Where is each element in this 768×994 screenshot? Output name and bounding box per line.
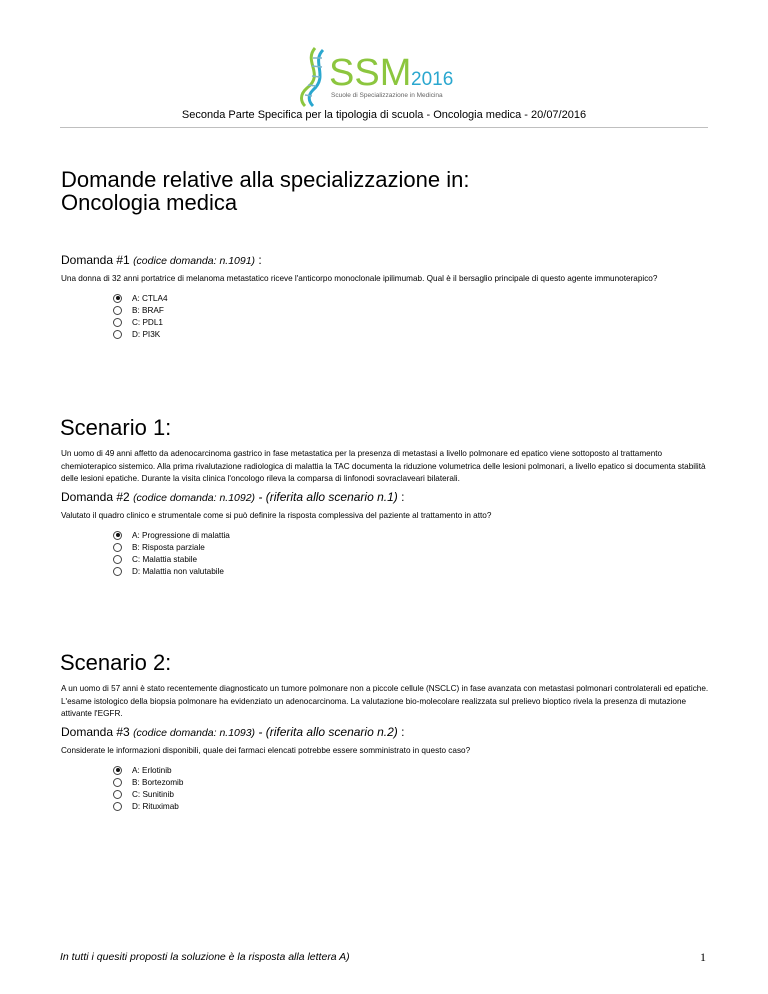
question-1-label: Domanda #1 xyxy=(61,253,130,267)
radio-icon[interactable] xyxy=(113,790,122,799)
logo-year: 2016 xyxy=(411,69,454,90)
question-3-suffix: : xyxy=(397,725,405,739)
question-2-suffix: : xyxy=(397,490,405,504)
option-row[interactable] xyxy=(113,764,183,776)
option-label: B: Bortezomib xyxy=(132,777,184,787)
option-label: D: Rituximab xyxy=(132,802,179,812)
logo-subtitle: Scuole di Specializzazione in Medicina xyxy=(331,92,443,99)
radio-icon[interactable] xyxy=(113,802,122,811)
option-label: C: Malattia stabile xyxy=(132,554,198,564)
option-label: C: PDL1 xyxy=(132,317,163,327)
radio-icon[interactable] xyxy=(113,306,122,315)
question-3-label: Domanda #3 xyxy=(61,725,130,739)
question-3-options xyxy=(113,764,183,813)
option-label: D: Malattia non valutabile xyxy=(132,567,224,577)
radio-icon[interactable] xyxy=(113,778,122,787)
dna-helix-icon xyxy=(285,40,485,110)
option-row[interactable] xyxy=(113,541,230,553)
page-title-line1: Domande relative alla specializzazione in: xyxy=(61,167,470,192)
question-1-options xyxy=(113,292,168,341)
page-number: 1 xyxy=(700,950,706,964)
scenario-1-title: Scenario 1: xyxy=(60,415,172,440)
option-row[interactable] xyxy=(113,776,183,788)
document-header: Seconda Parte Specifica per la tipologia di scuola - Oncologia medica - 20/07/2016 xyxy=(181,109,587,121)
question-2-heading xyxy=(61,490,404,504)
radio-icon[interactable] xyxy=(113,543,122,552)
option-label: A: Erlotinib xyxy=(132,765,172,775)
page-title-line2: Oncologia medica xyxy=(61,190,238,215)
question-1-heading xyxy=(61,253,262,267)
option-label: A: Progressione di malattia xyxy=(132,530,230,540)
radio-selected-icon[interactable] xyxy=(113,531,122,540)
page-title xyxy=(61,168,469,214)
question-2-code: (codice domanda: n.1092) xyxy=(133,492,256,504)
radio-selected-icon[interactable] xyxy=(113,294,122,303)
question-2-label: Domanda #2 xyxy=(61,490,130,504)
radio-icon[interactable] xyxy=(113,555,122,564)
option-label: A: CTLA4 xyxy=(132,293,168,303)
footer-note: In tutti i quesiti proposti la soluzione è la risposta alla lettera A) xyxy=(60,951,350,963)
question-3-ref: - (riferita allo scenario n.2) xyxy=(255,725,398,739)
header-divider xyxy=(60,127,708,128)
radio-icon[interactable] xyxy=(113,567,122,576)
option-label: C: Sunitinib xyxy=(132,789,174,799)
option-row[interactable] xyxy=(113,292,168,304)
option-row[interactable] xyxy=(113,316,168,328)
radio-icon[interactable] xyxy=(113,330,122,339)
question-1-text: Una donna di 32 anni portatrice di melanoma metastatico riceve l'anticorpo monoclonale ipilimumab. Qual è il bersaglio principale di questo agente immunoterapico? xyxy=(61,274,658,283)
option-row[interactable] xyxy=(113,329,168,341)
option-label: D: PI3K xyxy=(132,330,161,340)
option-label: B: Risposta parziale xyxy=(132,542,205,552)
option-row[interactable] xyxy=(113,788,183,800)
scenario-2-title: Scenario 2: xyxy=(60,650,172,675)
option-row[interactable] xyxy=(113,553,230,565)
scenario-2-text: A un uomo di 57 anni è stato recentemente diagnosticato un tumore polmonare non a piccole cellule (NSCLC) in fase avanzata con metastasi polmonari controlaterali ed epatiche. L'esame istologico della biopsia polmonare ha evidenziato un adenocarcinoma. La valutazione bio-molecolare realizzata sul prelievo bioptico rivela la presenza di mutazione attivante l'EGFR. xyxy=(61,684,709,718)
question-2-options xyxy=(113,529,230,578)
question-2-text: Valutato il quadro clinico e strumentale come si può definire la risposta complessiva del paziente al trattamento in atto? xyxy=(61,511,492,520)
scenario-1-text: Un uomo di 49 anni affetto da adenocarcinoma gastrico in fase metastatica per la presenza di metastasi a livello polmonare ed epatico viene sottoposto al trattamento chemioterapico sistemico. Alla prima rivalutazione radiologica di malattia la TAC documenta la riduzione volumetrica delle lesioni polmonari, a livello epatico si documenta stabilità delle lesioni epatiche. Durante la visita clinica l'oncologo rileva la comparsa di linfonodi sovraclaveari bilaterali. xyxy=(61,449,706,483)
question-3-text: Considerate le informazioni disponibili, quale dei farmaci elencati potrebbe essere somministrato in questo caso? xyxy=(61,746,471,755)
question-1-code: (codice domanda: n.1091) xyxy=(133,255,256,267)
ssm-logo xyxy=(285,40,485,110)
option-row[interactable] xyxy=(113,801,183,813)
option-row[interactable] xyxy=(113,529,230,541)
option-row[interactable] xyxy=(113,566,230,578)
option-label: B: BRAF xyxy=(132,305,164,315)
radio-icon[interactable] xyxy=(113,318,122,327)
option-row[interactable] xyxy=(113,304,168,316)
question-1-suffix: : xyxy=(255,253,262,267)
question-2-ref: - (riferita allo scenario n.1) xyxy=(255,490,398,504)
question-3-code: (codice domanda: n.1093) xyxy=(133,727,256,739)
question-3-heading xyxy=(61,725,404,739)
logo-brand: SSM xyxy=(329,52,412,94)
radio-selected-icon[interactable] xyxy=(113,766,122,775)
